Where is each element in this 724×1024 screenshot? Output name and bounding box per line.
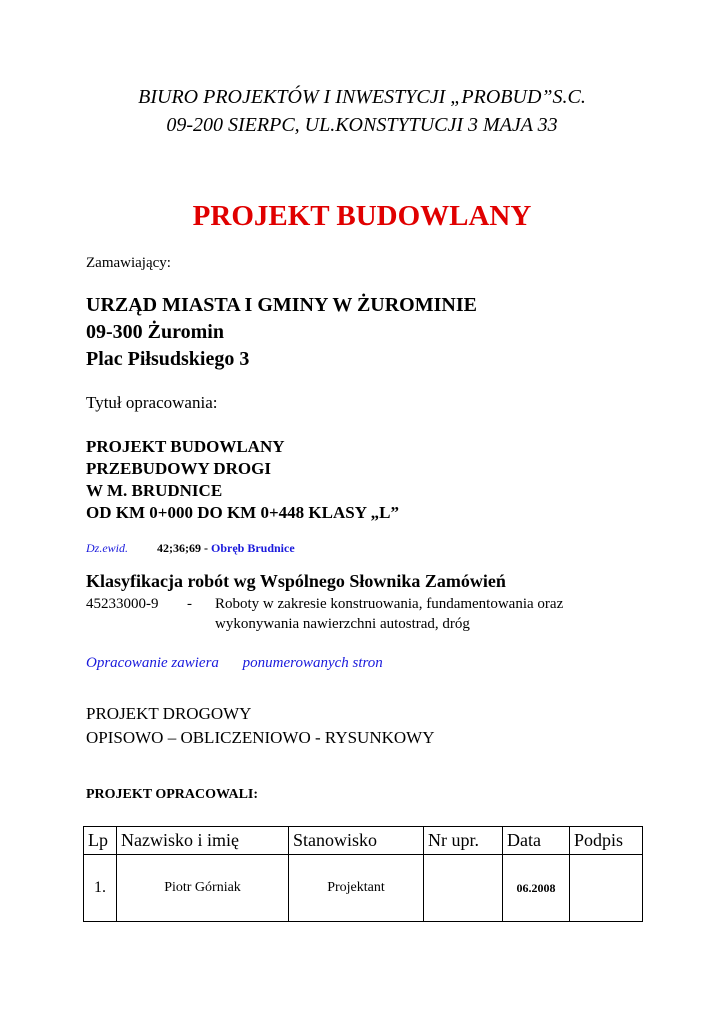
client-block (86, 292, 477, 373)
authors-table (83, 826, 643, 922)
column-header: Stanowisko (289, 827, 424, 855)
client-street: Plac Piłsudskiego 3 (86, 348, 250, 370)
cell-signature (570, 855, 643, 922)
document-title: PROJEKT BUDOWLANY (192, 200, 532, 232)
classification-code: 45233000-9 (86, 596, 159, 612)
client-label: Zamawiający: (86, 255, 171, 271)
contents-part2: ponumerowanych stron (242, 655, 383, 671)
table-row (84, 855, 643, 922)
contents-part1: Opracowanie zawiera (86, 655, 219, 671)
classification-heading: Klasyfikacja robót wg Wspólnego Słownika Zamówień (86, 571, 506, 591)
cell-lp: 1. (84, 855, 117, 922)
table-header-row (84, 827, 643, 855)
work-title-line: W M. BRUDNICE (86, 481, 223, 500)
column-header: Nazwisko i imię (117, 827, 289, 855)
cell-position: Projektant (289, 855, 424, 922)
classification-description (215, 594, 563, 634)
project-type-line2: OPISOWO – OBLICZENIOWO - RYSUNKOWY (86, 728, 435, 747)
column-header: Nr upr. (424, 827, 503, 855)
column-header: Data (503, 827, 570, 855)
parcels-label: Dz.ewid. (86, 541, 128, 555)
classification-dash: - (187, 596, 192, 612)
office-name: BIURO PROJEKTÓW I INWESTYCJI „PROBUD”S.C. (138, 86, 586, 108)
cell-date: 06.2008 (503, 855, 570, 922)
classification-desc-line: wykonywania nawierzchni autostrad, dróg (215, 616, 470, 632)
project-type (86, 702, 434, 750)
parcels-numbers: 42;36;69 (157, 541, 201, 555)
work-title-line: PRZEBUDOWY DROGI (86, 459, 271, 478)
column-header: Lp (84, 827, 117, 855)
client-city: 09-300 Żuromin (86, 321, 224, 343)
cell-license (424, 855, 503, 922)
column-header: Podpis (570, 827, 643, 855)
work-title-line: OD KM 0+000 DO KM 0+448 KLASY „L” (86, 503, 399, 522)
project-type-line1: PROJEKT DROGOWY (86, 704, 252, 723)
parcels-line (86, 541, 295, 556)
authors-heading: PROJEKT OPRACOWALI: (86, 787, 259, 802)
work-title-block (86, 436, 399, 524)
client-name: URZĄD MIASTA I GMINY W ŻUROMINIE (86, 294, 477, 316)
office-address: 09-200 SIERPC, UL.KONSTYTUCJI 3 MAJA 33 (166, 114, 558, 136)
parcels-separator: - (204, 541, 208, 555)
classification-desc-line: Roboty w zakresie konstruowania, fundamentowania oraz (215, 596, 564, 612)
cell-name: Piotr Górniak (117, 855, 289, 922)
work-title-label: Tytuł opracowania: (86, 393, 218, 412)
work-title-line: PROJEKT BUDOWLANY (86, 437, 285, 456)
contents-note (86, 655, 383, 672)
parcels-area: Obręb Brudnice (211, 541, 295, 555)
